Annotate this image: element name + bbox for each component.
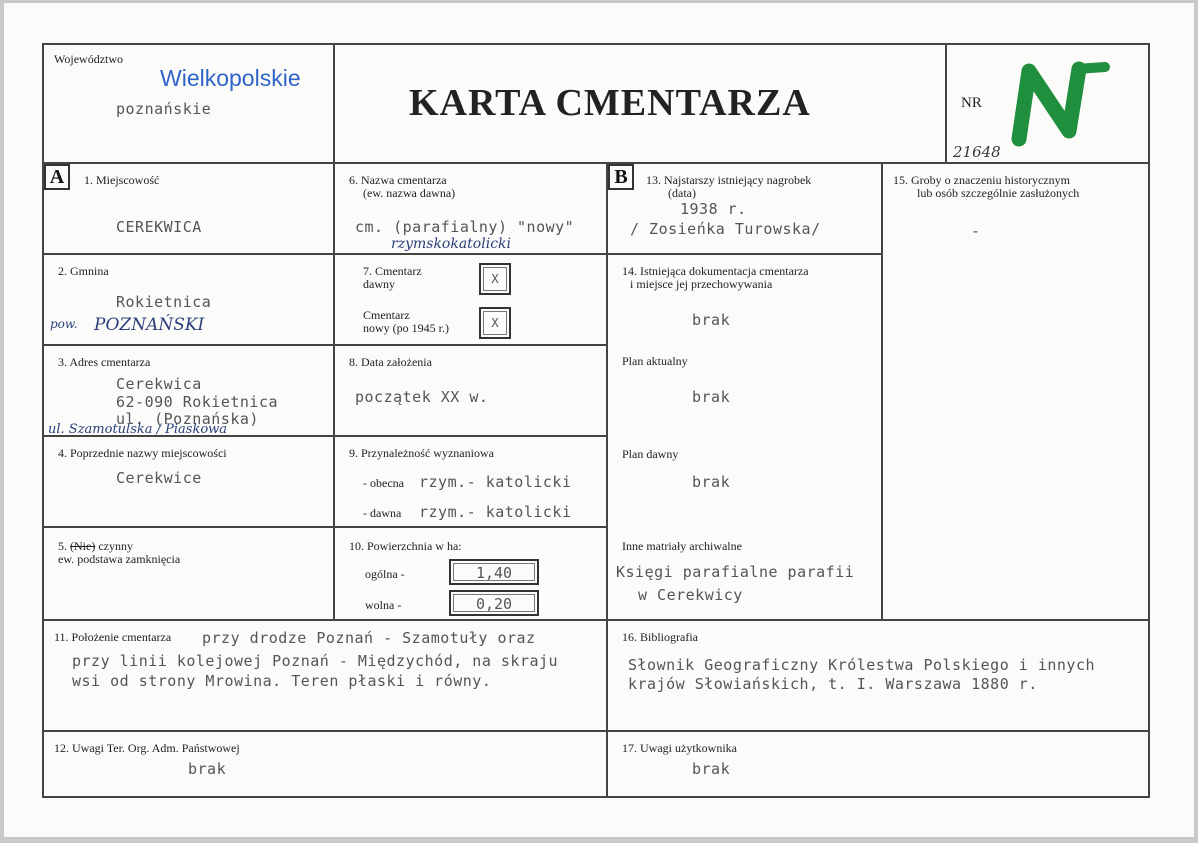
field-7-nowy-label: Cmentarz <box>363 308 410 322</box>
field-7-dawny-label: 7. Cmentarz <box>363 264 422 278</box>
other-archives-line2: w Cerekwicy <box>638 586 743 604</box>
field-3-line1: Cerekwica <box>116 375 202 393</box>
field-5-czynny: czynny <box>95 539 133 553</box>
field-3-handwritten: ul. Szamotulska / Piaskowa <box>48 422 228 437</box>
field-14-column <box>606 253 883 621</box>
field-15-label: 15. Groby o znaczeniu historycznym <box>893 173 1070 187</box>
area-total-box: 1,40 <box>449 559 539 585</box>
field-9-dawna-label: - dawna <box>363 506 402 520</box>
nowy-checkbox: X <box>479 307 511 339</box>
field-6-cell <box>333 162 608 255</box>
title-cell <box>333 43 947 164</box>
field-2-value: Rokietnica <box>116 293 212 311</box>
field-10-wolna-label: wolna - <box>365 598 402 612</box>
field-9-cell <box>333 435 608 528</box>
field-15-value: - <box>971 222 981 240</box>
plan-old-value: brak <box>692 473 731 491</box>
field-11-cell <box>42 619 608 732</box>
field-11-line3: wsi od strony Mrowina. Teren płaski i równy. <box>72 672 492 690</box>
field-3-line3: ul. (Poznańska) <box>116 410 259 428</box>
field-3-label: 3. Adres cmentarza <box>58 355 151 369</box>
field-12-label: 12. Uwagi Ter. Org. Adm. Państwowej <box>54 741 240 755</box>
field-16-cell <box>606 619 1150 732</box>
field-7-nowy-sublabel: nowy (po 1945 r.) <box>363 321 449 335</box>
card-title: KARTA CMENTARZA <box>409 82 811 124</box>
green-n-mark <box>1007 61 1117 151</box>
field-10-ogolna-label: ogólna - <box>365 567 405 581</box>
field-13-label: 13. Najstarszy istniejący nagrobek <box>646 173 812 187</box>
other-archives-line1: Księgi parafialne parafii <box>616 563 855 581</box>
field-2-label: 2. Gmnina <box>58 264 109 278</box>
field-12-cell <box>42 730 608 798</box>
number-handwritten: 21648 <box>953 143 1001 161</box>
field-13-name: / Zosieńka Turowska/ <box>630 220 821 238</box>
field-16-label: 16. Bibliografia <box>622 630 698 644</box>
voivodeship-cell <box>42 43 335 164</box>
plan-old-label: Plan dawny <box>622 447 679 461</box>
field-16-line2: krajów Słowiańskich, t. I. Warszawa 1880 r. <box>628 675 1038 693</box>
field-11-line2: przy linii kolejowej Poznań - Międzychód, na skraju <box>72 652 559 670</box>
field-8-label: 8. Data założenia <box>349 355 432 369</box>
field-2-hand-prefix: pow. <box>50 317 78 331</box>
field-12-value: brak <box>188 760 227 778</box>
voivodeship-typed: poznańskie <box>116 100 212 118</box>
field-9-label: 9. Przynależność wyznaniowa <box>349 446 494 460</box>
field-1-label: 1. Miejscowość <box>84 173 160 187</box>
field-3-cell <box>42 344 335 437</box>
field-10-label: 10. Powierzchnia w ha: <box>349 539 462 553</box>
field-14-value: brak <box>692 311 731 329</box>
field-6-sublabel: (ew. nazwa dawna) <box>363 186 456 200</box>
field-10-cell <box>333 526 608 621</box>
section-a-letter: A <box>44 164 70 190</box>
field-9-dawna-value: rzym.- katolicki <box>419 503 572 521</box>
field-6-label: 6. Nazwa cmentarza <box>349 173 447 187</box>
field-7-dawny-sublabel: dawny <box>363 277 395 291</box>
field-13-cell <box>606 162 883 255</box>
field-3-line2: 62-090 Rokietnica <box>116 393 279 411</box>
plan-current-value: brak <box>692 388 731 406</box>
field-9-obecna-value: rzym.- katolicki <box>419 473 572 491</box>
field-5-label: 5. (Nie) czynny <box>58 539 133 553</box>
voivodeship-label: Województwo <box>54 52 124 66</box>
field-6-value: cm. (parafialny) "nowy" <box>355 218 575 236</box>
field-8-cell <box>333 344 608 437</box>
field-11-line1: przy drodze Poznań - Szamotuły oraz <box>202 629 536 647</box>
field-13-date: 1938 r. <box>680 200 747 218</box>
field-7-cell <box>333 253 608 346</box>
field-2-hand-value: POZNAŃSKI <box>94 315 205 335</box>
area-free-box: 0,20 <box>449 590 539 616</box>
number-cell <box>945 43 1150 164</box>
field-5-nie: (Nie) <box>70 539 96 553</box>
voivodeship-stamp: Wielkopolskie <box>160 65 301 91</box>
field-4-cell <box>42 435 335 528</box>
field-6-handwritten: rzymskokatolicki <box>391 236 511 252</box>
dawny-checkbox: X <box>479 263 511 295</box>
field-17-value: brak <box>692 760 731 778</box>
field-4-value: Cerekwice <box>116 469 202 487</box>
section-b-letter: B <box>608 164 634 190</box>
field-8-value: początek XX w. <box>355 388 489 406</box>
field-2-cell <box>42 253 335 346</box>
field-17-cell <box>606 730 1150 798</box>
field-17-label: 17. Uwagi użytkownika <box>622 741 737 755</box>
field-15-cell <box>881 162 1150 621</box>
field-4-label: 4. Poprzednie nazwy miejscowości <box>58 446 227 460</box>
field-15-sublabel: lub osób szczególnie zasłużonych <box>917 186 1080 200</box>
field-11-label: 11. Położenie cmentarza <box>54 630 172 644</box>
plan-current-label: Plan aktualny <box>622 354 688 368</box>
field-14-sublabel: i miejsce jej przechowywania <box>630 277 773 291</box>
field-16-line1: Słownik Geograficzny Królestwa Polskiego i innych <box>628 656 1096 674</box>
field-1-value: CEREKWICA <box>116 218 202 236</box>
field-9-obecna-label: - obecna <box>363 476 404 490</box>
field-14-label: 14. Istniejąca dokumentacja cmentarza <box>622 264 809 278</box>
field-5-label2: ew. podstawa zamknięcia <box>58 552 181 566</box>
other-archives-label: Inne matriały archiwalne <box>622 539 742 553</box>
field-1-cell <box>42 162 335 255</box>
field-13-sublabel: (data) <box>668 186 696 200</box>
field-5-cell <box>42 526 335 621</box>
number-label: NR <box>961 95 982 111</box>
record-card <box>4 3 1194 837</box>
